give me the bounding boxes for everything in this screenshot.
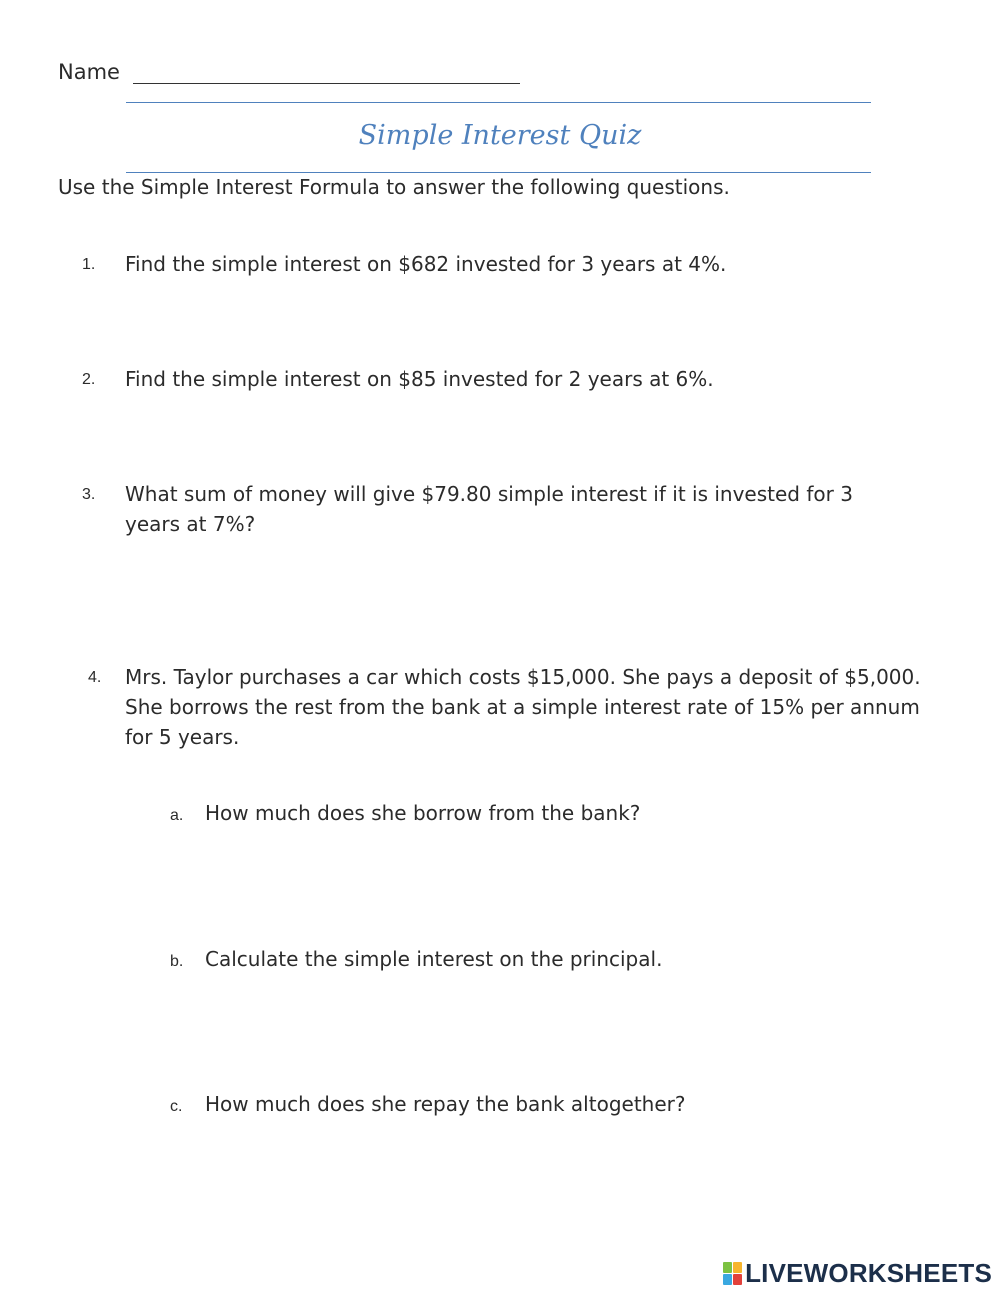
logo-text: LIVEWORKSHEETS — [745, 1258, 992, 1288]
logo-square-yellow — [733, 1262, 742, 1273]
question-number: 1. — [82, 256, 96, 273]
question-text: What sum of money will give $79.80 simple interest if it is invested for 3 years at 7%? — [125, 482, 853, 536]
liveworksheets-logo-icon — [723, 1262, 742, 1285]
title-top-rule — [126, 102, 871, 103]
question-number: 2. — [82, 371, 96, 388]
logo-square-green — [723, 1262, 732, 1273]
sub-question-text: How much does she repay the bank altogether? — [205, 1092, 686, 1116]
name-blank-line[interactable] — [133, 83, 520, 84]
question-text: Find the simple interest on $682 invested for 3 years at 4%. — [125, 252, 727, 276]
sub-question-letter: b. — [170, 953, 184, 970]
sub-question-letter: c. — [170, 1098, 183, 1115]
question-number: 3. — [82, 486, 96, 503]
instructions: Use the Simple Interest Formula to answer the following questions. — [58, 175, 730, 199]
question-number: 4. — [88, 669, 102, 686]
question-text: Mrs. Taylor purchases a car which costs $15,000. She pays a deposit of $5,000. She borrows the rest from the bank at a simple interest rate of 15% per annum for 5 years. — [125, 665, 921, 749]
sub-question-letter: a. — [170, 807, 184, 824]
title-bottom-rule — [126, 172, 871, 173]
liveworksheets-logo[interactable] — [723, 1258, 992, 1289]
sub-question-text: How much does she borrow from the bank? — [205, 801, 641, 825]
name-label: Name — [58, 60, 120, 84]
logo-square-blue — [723, 1274, 732, 1285]
page-title: Simple Interest Quiz — [358, 120, 642, 151]
logo-square-red — [733, 1274, 742, 1285]
question-text: Find the simple interest on $85 invested for 2 years at 6%. — [125, 367, 714, 391]
sub-question-text: Calculate the simple interest on the principal. — [205, 947, 663, 971]
